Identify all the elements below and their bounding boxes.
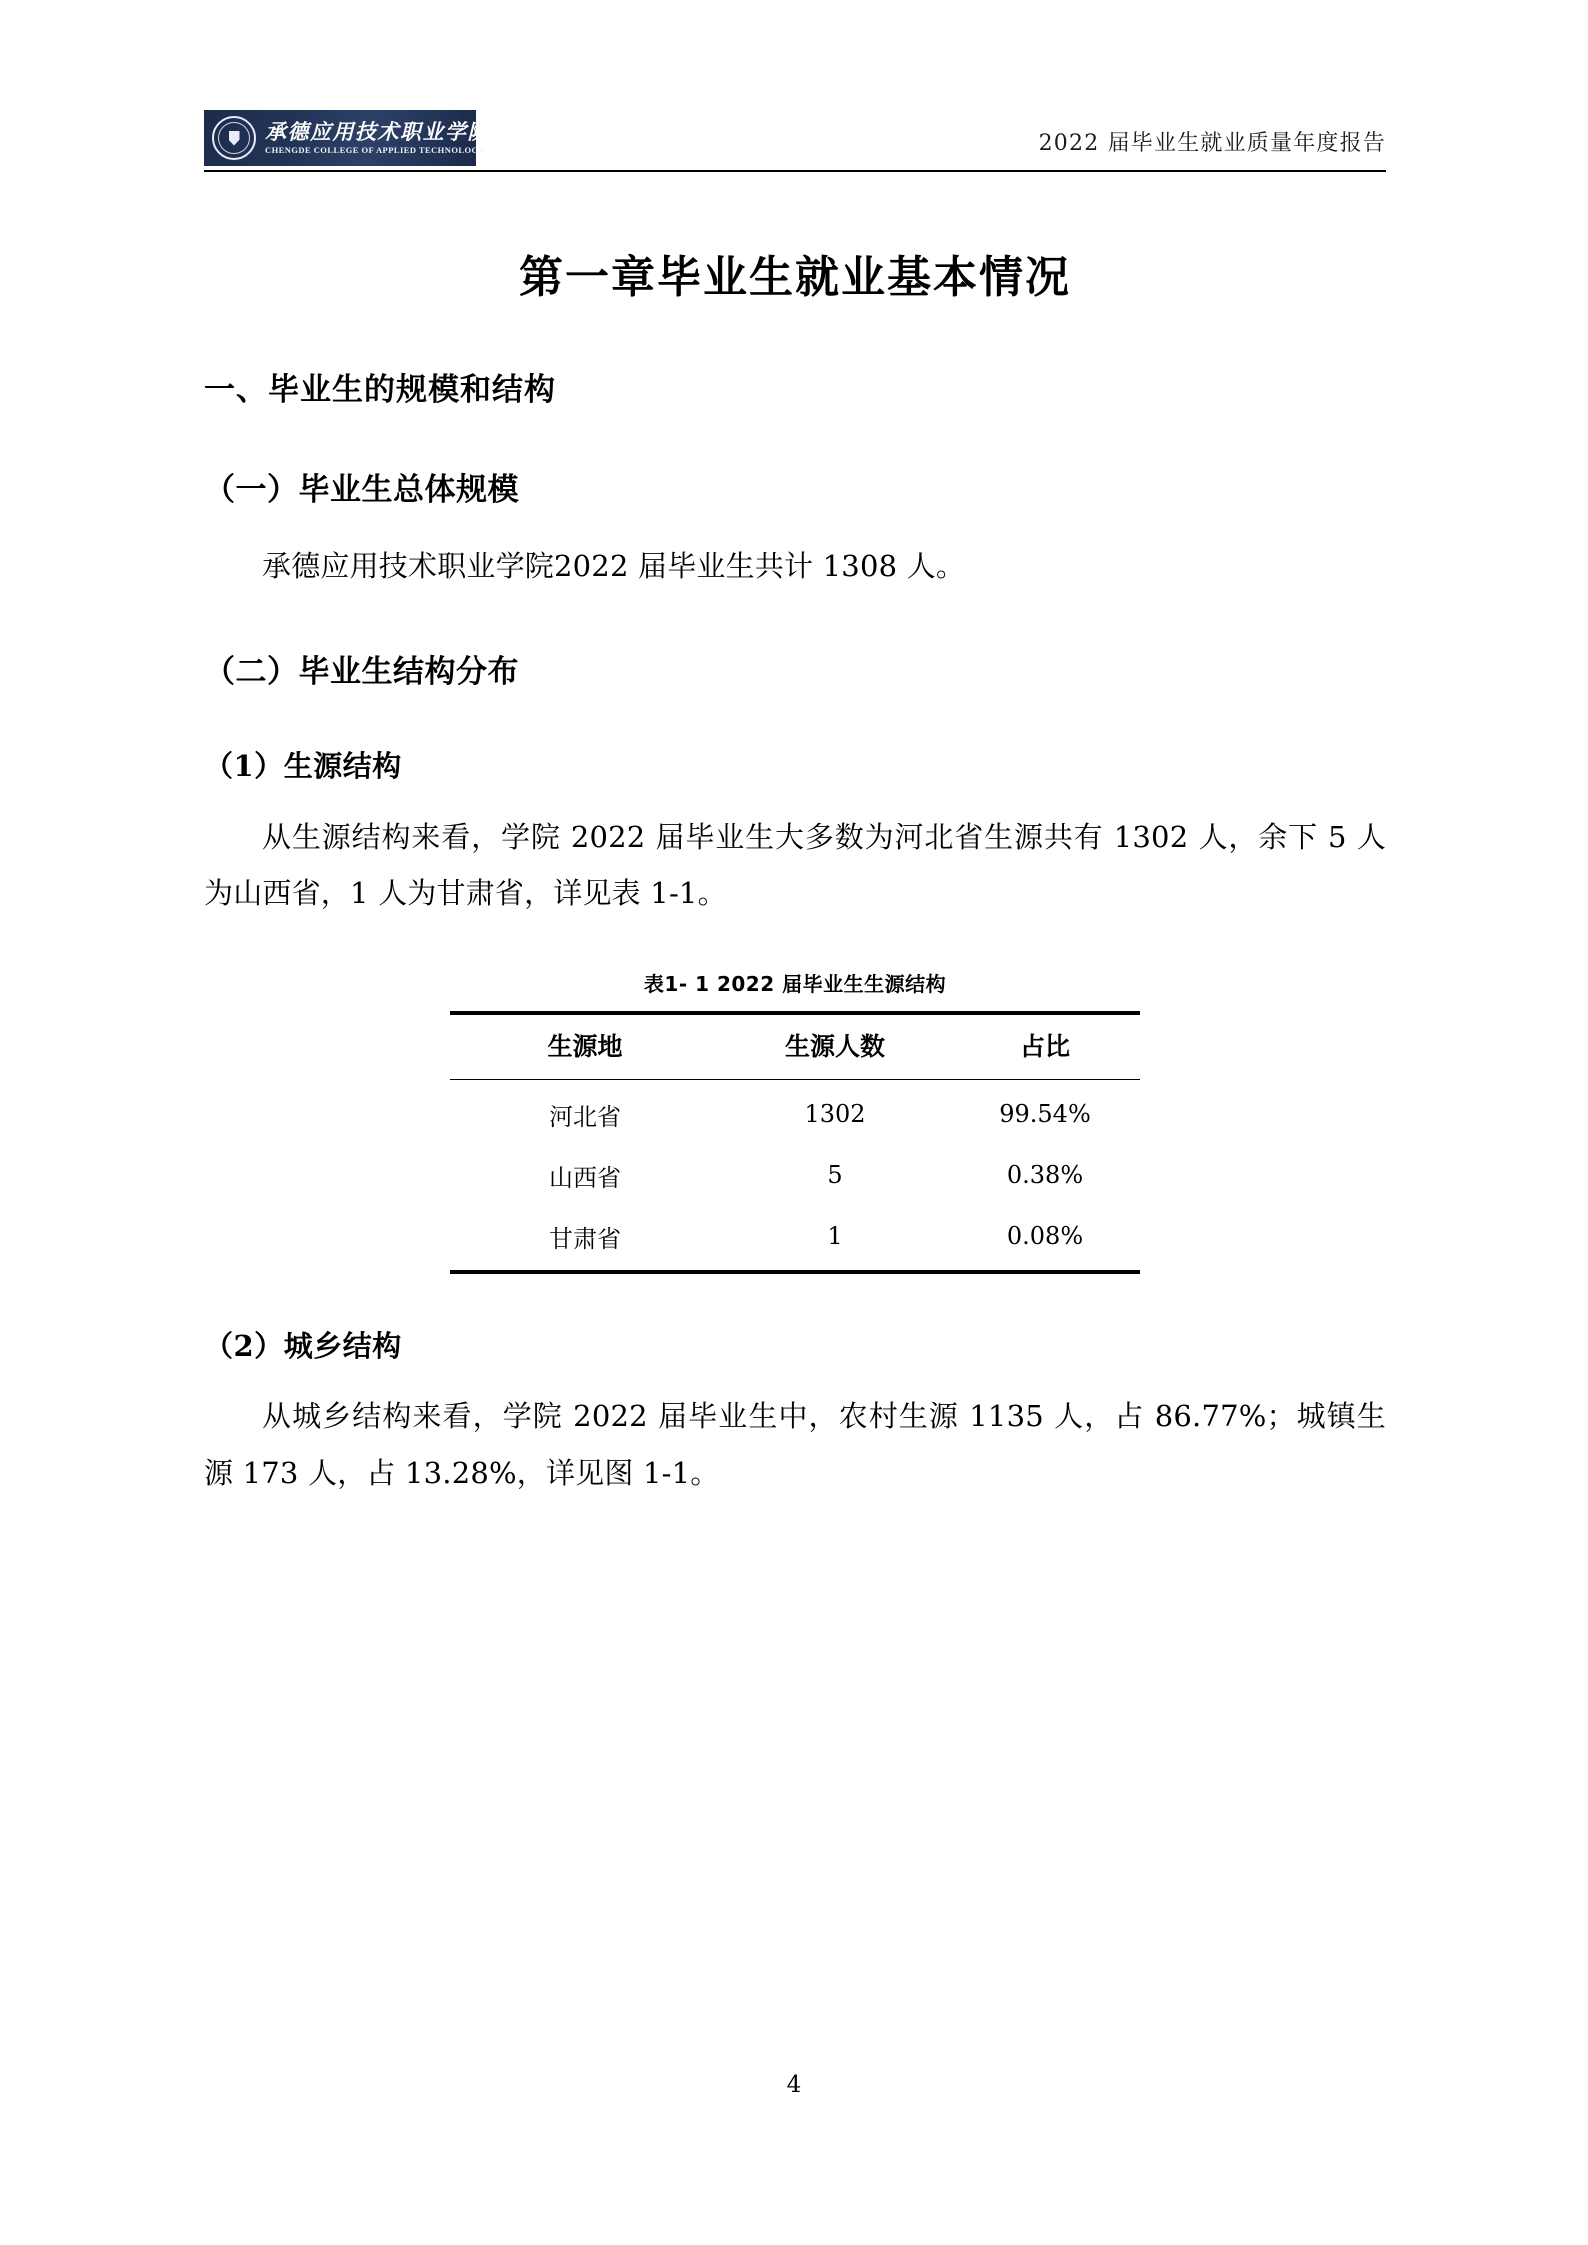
running-header-title: 2022 届毕业生就业质量年度报告: [1038, 131, 1386, 156]
page-header: [204, 110, 1386, 176]
cell-count: 1302: [804, 1100, 866, 1129]
table-row: [450, 1145, 1140, 1206]
cell-origin: 河北省: [549, 1102, 621, 1131]
subsubsection-heading-2: [204, 1326, 1386, 1367]
subsubsection-1-number: （1）: [204, 749, 284, 784]
logo-chinese-name: 承德应用技术职业学院: [265, 119, 490, 145]
subsubsection-1-label: 生源结构: [283, 749, 402, 784]
table-1-1-caption: 表1- 1 2022 届毕业生生源结构: [643, 971, 947, 996]
college-seal-icon: [212, 116, 256, 160]
college-logo: [204, 110, 490, 166]
paragraph-urban-rural-structure: 从城乡结构来看，学院 2022 届毕业生中，农村生源 1135 人，占 86.77%；城镇生源 173 人，占 13.28%，详见图 1-1。: [204, 1399, 1386, 1490]
column-header-percent: 占比: [950, 1013, 1140, 1080]
subsection-heading-2: （二）毕业生结构分布: [204, 653, 519, 690]
table-row: [450, 1079, 1140, 1145]
subsubsection-2-number: （2）: [204, 1328, 284, 1363]
paragraph-total-scale: 承德应用技术职业学院2022 届毕业生共计 1308 人。: [262, 549, 966, 584]
subsubsection-2-label: 城乡结构: [283, 1328, 402, 1363]
cell-percent: 0.08%: [950, 1206, 1140, 1272]
subsection-heading-1: （一）毕业生总体规模: [204, 471, 519, 508]
logo-text-block: [265, 121, 490, 155]
cell-percent: 99.54%: [999, 1100, 1091, 1129]
cell-count: 1: [720, 1206, 950, 1272]
table-header-row: [450, 1013, 1140, 1080]
page-number: 4: [786, 2072, 802, 2098]
document-content: [204, 232, 1386, 1501]
shield-icon: [229, 131, 240, 146]
cell-origin: 甘肃省: [450, 1206, 720, 1272]
paragraph-origin-structure: 从生源结构来看，学院 2022 届毕业生大多数为河北省生源共有 1302 人，余下 5 人为山西省，1 人为甘肃省，详见表 1-1。: [204, 819, 1386, 911]
subsubsection-heading-1: [204, 746, 1386, 787]
chapter-title: 第一章毕业生就业基本情况: [519, 252, 1071, 303]
table-1-1-block: [204, 968, 1386, 1274]
cell-percent: 0.38%: [1006, 1161, 1084, 1190]
table-row: [450, 1206, 1140, 1272]
logo-english-name: CHENGDE COLLEGE OF APPLIED TECHNOLOGY: [265, 145, 486, 156]
column-header-origin: 生源地: [450, 1013, 720, 1080]
header-divider: [204, 170, 1386, 172]
column-header-count: 生源人数: [720, 1013, 950, 1080]
cell-origin: 山西省: [549, 1163, 621, 1192]
table-1-1: [450, 1011, 1140, 1274]
section-heading-1: 一、毕业生的规模和结构: [204, 372, 556, 409]
cell-count: 5: [827, 1161, 843, 1190]
